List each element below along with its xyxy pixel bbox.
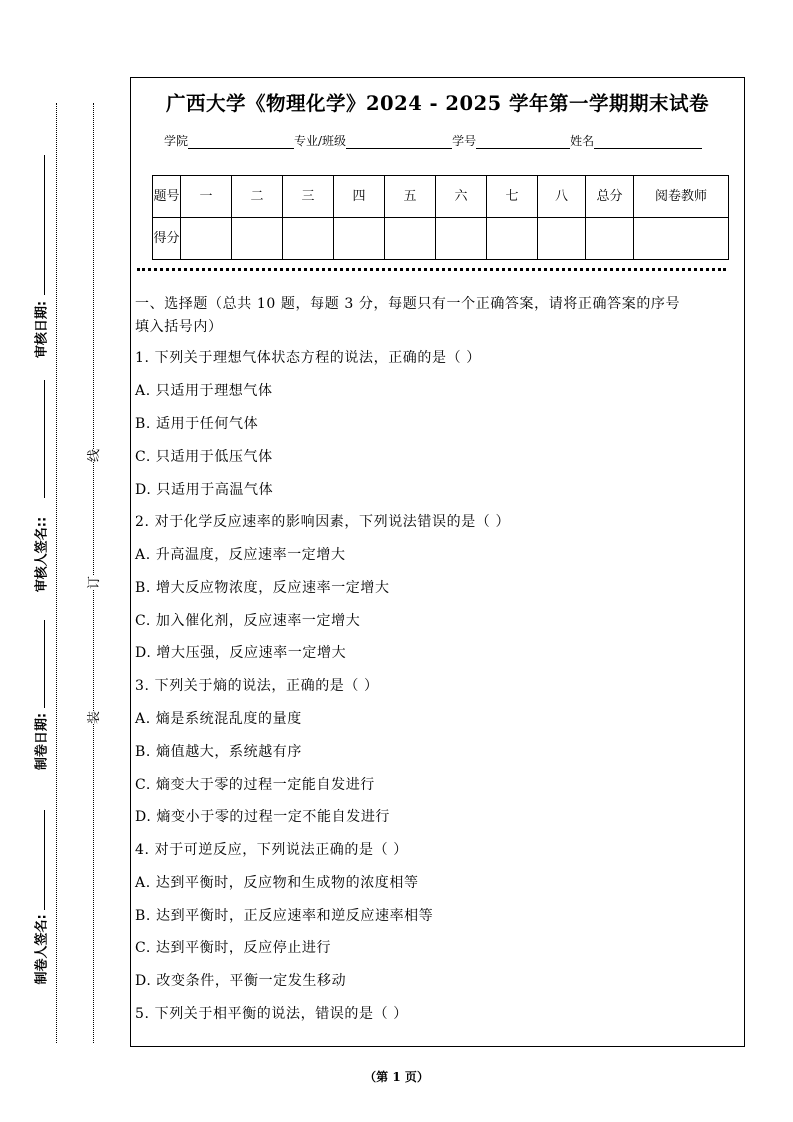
option-line: A. 只适用于理想气体 bbox=[135, 383, 273, 399]
binding-ding-char: 订 bbox=[83, 576, 102, 589]
option-line: B. 熵值越大，系统越有序 bbox=[135, 744, 302, 760]
question-number-row bbox=[153, 176, 729, 218]
student-id-label: 学号 bbox=[452, 134, 477, 148]
option-line: D. 熵变小于零的过程一定不能自发进行 bbox=[135, 809, 391, 825]
score-cell[interactable] bbox=[232, 218, 283, 260]
exam-title: 广西大学《物理化学》2024 - 2025 学年第一学期期末试卷 bbox=[165, 92, 709, 115]
score-cell[interactable] bbox=[283, 218, 334, 260]
score-col-grader: 阅卷教师 bbox=[634, 176, 729, 218]
separator-dotted-line bbox=[137, 268, 726, 271]
binding-line-char: 线 bbox=[83, 449, 102, 462]
name-field[interactable] bbox=[594, 134, 702, 149]
score-cell[interactable] bbox=[385, 218, 436, 260]
score-col-2: 二 bbox=[232, 176, 283, 218]
score-cell[interactable] bbox=[634, 218, 729, 260]
reviewer-sign-underline bbox=[44, 380, 45, 498]
question-line: 2. 对于化学反应速率的影响因素，下列说法错误的是（ ） bbox=[135, 514, 511, 530]
option-line: A. 升高温度，反应速率一定增大 bbox=[135, 547, 346, 563]
prepare-date-underline bbox=[44, 620, 45, 708]
question-number-header: 题号 bbox=[153, 176, 181, 218]
score-col-8: 八 bbox=[538, 176, 586, 218]
section-heading-line2: 填入括号内） bbox=[135, 319, 223, 335]
option-line: D. 改变条件，平衡一定发生移动 bbox=[135, 973, 347, 989]
score-row-header: 得分 bbox=[153, 218, 181, 260]
score-cell[interactable] bbox=[586, 218, 634, 260]
question-line: 1. 下列关于理想气体状态方程的说法，正确的是（ ） bbox=[135, 350, 481, 366]
option-line: C. 达到平衡时，反应停止进行 bbox=[135, 940, 332, 956]
score-col-total: 总分 bbox=[586, 176, 634, 218]
option-line: D. 只适用于高温气体 bbox=[135, 482, 274, 498]
score-col-1: 一 bbox=[181, 176, 232, 218]
left-dotted-line bbox=[56, 103, 57, 1043]
option-line: B. 增大反应物浓度，反应速率一定增大 bbox=[135, 580, 390, 596]
major-label: 专业/班级 bbox=[294, 134, 347, 148]
preparer-sign-underline bbox=[44, 810, 45, 910]
option-line: A. 熵是系统混乱度的量度 bbox=[135, 711, 302, 727]
college-field[interactable] bbox=[188, 134, 294, 149]
score-cell[interactable] bbox=[436, 218, 487, 260]
score-cell[interactable] bbox=[181, 218, 232, 260]
review-date-label: 审核日期: bbox=[34, 300, 50, 359]
score-col-3: 三 bbox=[283, 176, 334, 218]
score-col-5: 五 bbox=[385, 176, 436, 218]
score-table bbox=[152, 175, 729, 260]
option-line: D. 增大压强，反应速率一定增大 bbox=[135, 645, 347, 661]
option-line: B. 适用于任何气体 bbox=[135, 416, 259, 432]
page-footer: （第 1 页） bbox=[364, 1070, 429, 1084]
option-line: C. 熵变大于零的过程一定能自发进行 bbox=[135, 777, 375, 793]
section-heading-line1: 一、选择题（总共 10 题，每题 3 分，每题只有一个正确答案，请将正确答案的序号 bbox=[135, 296, 681, 312]
option-line: C. 只适用于低压气体 bbox=[135, 449, 273, 465]
score-col-7: 七 bbox=[487, 176, 538, 218]
student-id-field[interactable] bbox=[476, 134, 570, 149]
binding-dotted-line bbox=[93, 103, 94, 1043]
student-info-row bbox=[164, 132, 702, 149]
score-cell[interactable] bbox=[334, 218, 385, 260]
review-date-underline bbox=[44, 155, 45, 295]
reviewer-sign-label: 审核人签名:: bbox=[34, 516, 50, 593]
preparer-sign-label: 制卷人签名: bbox=[34, 914, 50, 985]
option-line: C. 加入催化剂，反应速率一定增大 bbox=[135, 613, 361, 629]
college-label: 学院 bbox=[164, 134, 189, 148]
major-field[interactable] bbox=[346, 134, 452, 149]
question-line: 4. 对于可逆反应，下列说法正确的是（ ） bbox=[135, 842, 408, 858]
score-row bbox=[153, 218, 729, 260]
prepare-date-label: 制卷日期: bbox=[34, 712, 50, 771]
option-line: B. 达到平衡时，正反应速率和逆反应速率相等 bbox=[135, 908, 434, 924]
exam-frame bbox=[130, 77, 745, 1047]
score-col-6: 六 bbox=[436, 176, 487, 218]
score-cell[interactable] bbox=[538, 218, 586, 260]
question-line: 3. 下列关于熵的说法，正确的是（ ） bbox=[135, 678, 379, 694]
score-col-4: 四 bbox=[334, 176, 385, 218]
question-line: 5. 下列关于相平衡的说法，错误的是（ ） bbox=[135, 1006, 408, 1022]
name-label: 姓名 bbox=[570, 134, 595, 148]
option-line: A. 达到平衡时，反应物和生成物的浓度相等 bbox=[135, 875, 419, 891]
binding-zhuang-char: 装 bbox=[83, 711, 102, 724]
score-cell[interactable] bbox=[487, 218, 538, 260]
